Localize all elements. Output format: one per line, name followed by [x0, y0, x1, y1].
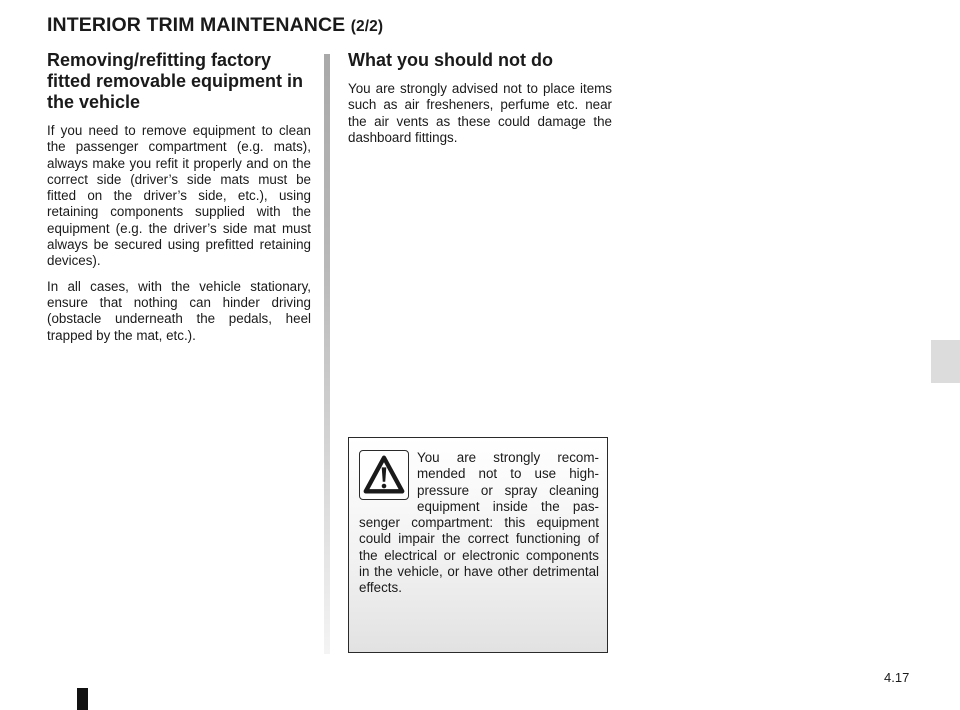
- column-separator: [324, 54, 330, 654]
- paragraph-air-fresheners: You are strongly advised not to place items such as air fresheners, perfume etc. near the air vents as these could damage the dashboard fittings.: [348, 81, 612, 145]
- warning-triangle-icon: [359, 450, 409, 500]
- page-title-suffix: (2/2): [350, 18, 384, 35]
- section-heading-what-not-to-do: What you should not do: [348, 50, 553, 70]
- warning-box: [348, 437, 608, 653]
- page-title-text: INTERIOR TRIM MAINTENANCE: [47, 14, 346, 36]
- right-column: [348, 50, 612, 155]
- page-title: [47, 14, 383, 37]
- page-number: 4.17: [884, 670, 910, 685]
- warning-text: You are strongly recommended not to use high-pressure or spray cleaning equipment inside the passenger compartment: this equipment could impair the correct functioning of the electrical or electronic components in the vehicle, or have other detrimental effects.: [359, 450, 599, 596]
- chapter-tab: [931, 340, 960, 383]
- corner-mark: [77, 688, 88, 710]
- paragraph-vehicle-stationary: In all cases, with the vehicle stationary, ensure that nothing can hinder driving (obstacle underneath the pedals, heel trapped by the mat, etc.).: [47, 278, 311, 343]
- left-column: [47, 50, 311, 353]
- paragraph-remove-equipment: If you need to remove equipment to clean the passenger compartment (e.g. mats), always make you refit it properly and on the correct side (driver’s side mats must be fitted on the driver’s side, etc.), using retaining components supplied with the equipment (e.g. the driver’s side mat must always be secured using prefitted retaining devices).: [47, 123, 311, 269]
- section-heading-removing-refitting: Removing/refitting factory fitted removable equipment in the vehicle: [47, 50, 304, 112]
